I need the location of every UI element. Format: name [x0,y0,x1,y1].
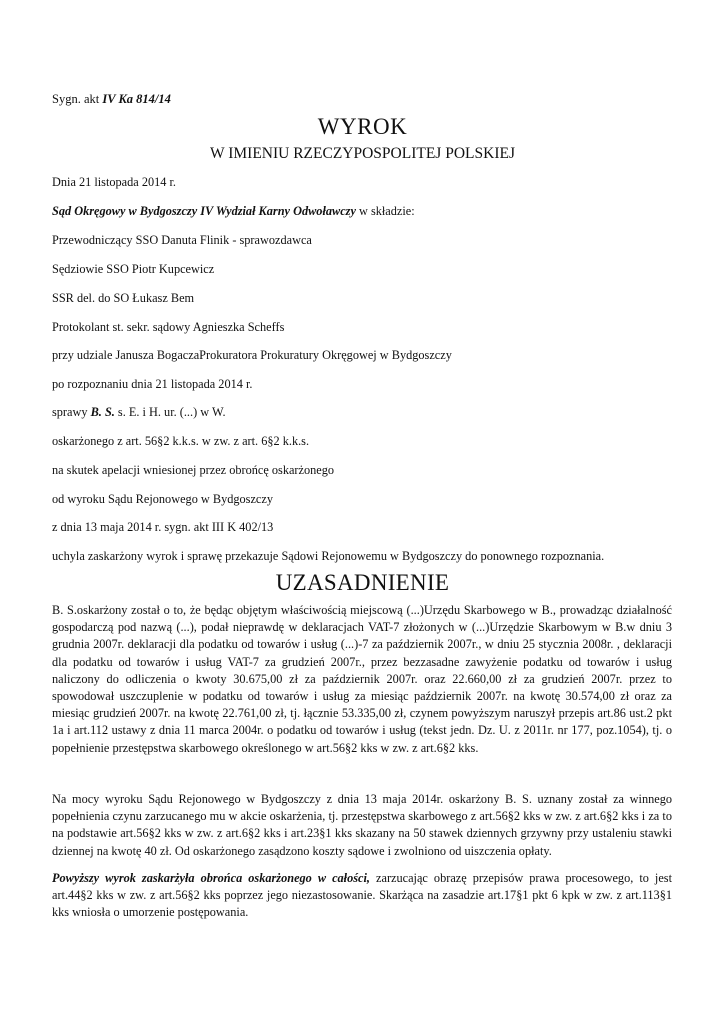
prosecutor: przy udziale Janusza BogaczaProkuratora Prokuratury Okręgowej w Bydgoszczy [52,348,452,362]
appeal-lead: Powyższy wyrok zaskarżyła obrońca oskarżonego w całości, [52,871,370,885]
presiding-judge: Przewodniczący SSO Danuta Flinik - sprawozdawca [52,233,312,247]
case-line: sprawy B. S. s. E. i H. ur. (...) w W. [52,405,226,419]
judges: Sędziowie SSO Piotr Kupcewicz [52,262,215,276]
case-reference: Sygn. akt IV Ka 814/14 [52,92,171,106]
justification-heading: UZASADNIENIE [275,570,450,595]
lower-court-date-line: z dnia 13 maja 2014 r. sygn. akt III K 402/13 [52,520,274,534]
defendant-name: B. S. [90,405,115,419]
court-line: Sąd Okręgowy w Bydgoszczy IV Wydział Karny Odwoławczy w składzie: [52,204,415,218]
charge-line: oskarżonego z art. 56§2 k.k.s. w zw. z art. 6§2 k.k.s. [52,434,310,448]
hearing-date: po rozpoznaniu dnia 21 listopada 2014 r. [52,377,253,391]
judgment-title: WYROK [317,114,408,139]
judgment-subtitle: W IMIENIU RZECZYPOSPOLITEJ POLSKIEJ [210,145,515,162]
justification-paragraph-2: Na mocy wyroku Sądu Rejonowego w Bydgoszczy z dnia 13 maja 2014r. oskarżony B. S. uznany został za winnego popełnienia czynu zarzucanego mu w akcie oskarżenia, tj. przestępstwa skarbowego z art.56§2 kks w zw. z art.6§2 kks i za to na podstawie art.56§2 kks w zw. z art.6§2 kks i art.23§1 kks skazany na 50 stawek dziennych grzywny przy ustaleniu stawki dziennej na kwotę 40 zł. Od oskarżonego zasądzono koszty sądowe i zwolniono od uiszczenia opłaty. [52,792,672,858]
court-clerk: Protokolant st. sekr. sądowy Agnieszka Scheffs [52,320,285,334]
ruling-line: uchyla zaskarżony wyrok i sprawę przekazuje Sądowi Rejonowemu w Bydgoszczy do ponownego rozpoznania. [52,549,605,563]
judgment-date: Dnia 21 listopada 2014 r. [52,175,176,189]
case-number: IV Ka 814/14 [102,92,171,106]
lower-court-line: od wyroku Sądu Rejonowego w Bydgoszczy [52,492,273,506]
court-name: Sąd Okręgowy w Bydgoszczy IV Wydział Karny Odwoławczy [52,204,356,218]
delegated-judge: SSR del. do SO Łukasz Bem [52,291,195,305]
appeal-line: na skutek apelacji wniesionej przez obrońcę oskarżonego [52,463,335,477]
justification-paragraph-1: B. S.oskarżony został o to, że będąc objętym właściwością miejscową (...)Urzędu Skarbowego w B., prowadząc działalność gospodarczą pod nazwą (...), podał nieprawdę w deklaracjach VAT-7 złożonych w (...)Urzędzie Skarbowym w B.w dniu 3 grudnia 2007r. deklaracji dla podatku od towarów i usług (...)-7 za październik 2007r., w dniu 25 stycznia 2008r. , deklaracji dla podatku od towarów i usług VAT-7 za grudzień 2007r., przez bezzasadne zawyżenie podatku od towarów i usług naliczony do odliczenia o kwoty 30.675,00 zł za październik 2007r. oraz 22.660,00 zł za grudzień 2007r. przez to spowodował uszczuplenie w podatku od towarów i usług za miesiąc październik 2007r. na kwotę 30.574,00 zł oraz za miesiąc grudzień 2007r. na kwotę 22.761,00 zł, tj. łącznie 53.335,00 zł, czynem powyższym naruszył przepis art.86 ust.2 pkt 1a i art.112 ustawy z dnia 11 marca 2004r. o podatku od towarów i usług (tekst jedn. Dz. U. z 2011r. nr 177, poz.1054), tj. o popełnienie przestępstwa skarbowego określonego w art.56§2 kks w zw. z art.6§2 kks. [52,603,672,755]
justification-paragraph-3: Powyższy wyrok zaskarżyła obrońca oskarżonego w całości, zarzucając obrazę przepisów prawa procesowego, to jest art.44§2 kks w zw. z art.56§2 kks poprzez jego niezastosowanie. Skarżąca na zasadzie art.17§1 pkt 6 kpk w zw. z art.113§1 kks wniosła o umorzenie postępowania. [52,871,673,920]
